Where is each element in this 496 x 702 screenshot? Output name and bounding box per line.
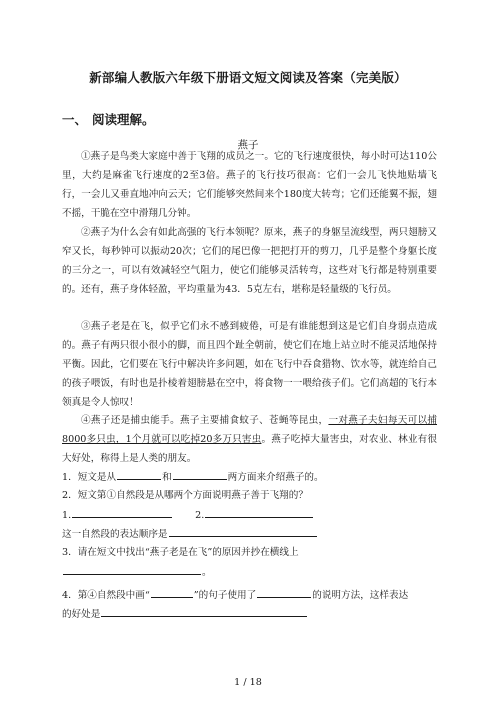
- paragraph-4-end: 。燕子吃掉大量害虫，对农业、林业有很大好处，称得上是人类的朋友。: [62, 433, 437, 464]
- question-1-text: 两方面来介绍燕子的。: [227, 472, 324, 483]
- answer-blank[interactable]: [101, 605, 307, 617]
- question-4-text: 4．第④自然段中画“: [62, 590, 150, 601]
- question-4: [62, 586, 442, 606]
- answer-blank[interactable]: [205, 506, 313, 518]
- question-4-text: 的说明方法，这样表达: [312, 590, 409, 601]
- paragraph-1: ①燕子是鸟类大家庭中善于飞翔的成员之一。它的飞行速度很快，每小时可达110公里，大约是麻雀飞行速度的2至3倍。燕子的飞行技巧很高：它们一会儿飞快地贴墙飞行，一会儿又垂直地冲向云天；它们能够突然间来个180度大转弯；它们还能翼不振，翅不摇，干脆在空中滑翔几分钟。: [62, 151, 437, 219]
- section-number: 一、: [62, 112, 88, 127]
- question-2: 2．短文第①自然段是从哪两个方面说明燕子善于飞翔的？: [62, 490, 308, 501]
- section-label: 阅读理解。: [92, 112, 155, 127]
- question-1-text: 1．短文是从: [62, 472, 117, 483]
- underlined-sentence: 一对燕子夫妇每天可以捕8000多只虫，1个月就可以吃掉20多万只害虫: [62, 415, 438, 445]
- page-number: 1 / 18: [234, 677, 262, 688]
- question-4-text: 的好处是: [62, 609, 101, 620]
- question-3-answer: [62, 563, 442, 583]
- paragraph-3: ③燕子老是在飞，似乎它们永不感到疲倦，可是有谁能想到这是它们自身弱点造成的。燕子有两只很小很小的脚，而且四个趾全朝前，使它们在地上站立时不能灵活地保持平衡。因此，它们要在飞行中解决许多问题，如在飞行中吞食猎物、饮水等，就连给自己的孩子喂饭，有时也是扑棱着翅膀悬在空中，将食物一一喂给孩子们。它们高超的飞行本领真是令人惊叹！: [62, 321, 437, 408]
- paragraph-4: [62, 412, 437, 469]
- answer-label: 2.: [195, 510, 205, 521]
- paragraph-4-start: ④燕子还是捕虫能手。燕子主要捕食蚊子、苍蝇等昆虫，: [81, 415, 329, 426]
- answer-blank[interactable]: [257, 586, 311, 598]
- question-2-order: [62, 525, 442, 545]
- answer-blank[interactable]: [63, 563, 201, 575]
- answer-blank[interactable]: [169, 525, 317, 537]
- answer-blank[interactable]: [151, 586, 193, 598]
- question-4-continued: [62, 605, 442, 625]
- question-4-text: ”的句子使用了: [193, 590, 257, 601]
- answer-label: 1.: [62, 510, 72, 521]
- answer-blank[interactable]: [72, 506, 172, 518]
- answer-blank[interactable]: [173, 468, 227, 480]
- question-2-answers: [62, 506, 442, 526]
- question-1-text: 和: [162, 472, 172, 483]
- article-title: 燕子: [237, 139, 259, 151]
- question-3: 3．请在短文中找出“燕子老是在飞”的原因并抄在横线上: [62, 547, 299, 558]
- question-3-end: 。: [202, 567, 212, 578]
- question-1: [62, 468, 442, 488]
- document-title: 新部编人教版六年级下册语文短文阅读及答案（完美版）: [89, 70, 407, 85]
- answer-blank[interactable]: [117, 468, 161, 480]
- question-2-order-text: 这一自然段的表达顺序是: [62, 529, 168, 540]
- section-heading: [62, 110, 155, 128]
- paragraph-2: ②燕子为什么会有如此高强的飞行本领呢？原来，燕子的身躯呈流线型，两只翅膀又窄又长，每秒钟可以振动20次；它们的尾巴像一把把打开的剪刀，几乎是整个身躯长度的三分之一，可以有效减轻空气阻力，使它们能够灵活转弯，这些对飞行都是特别重要的。还有，燕子身体轻盈，平均重量为43．5克左右，堪称是轻量级的飞行员。: [62, 227, 437, 295]
